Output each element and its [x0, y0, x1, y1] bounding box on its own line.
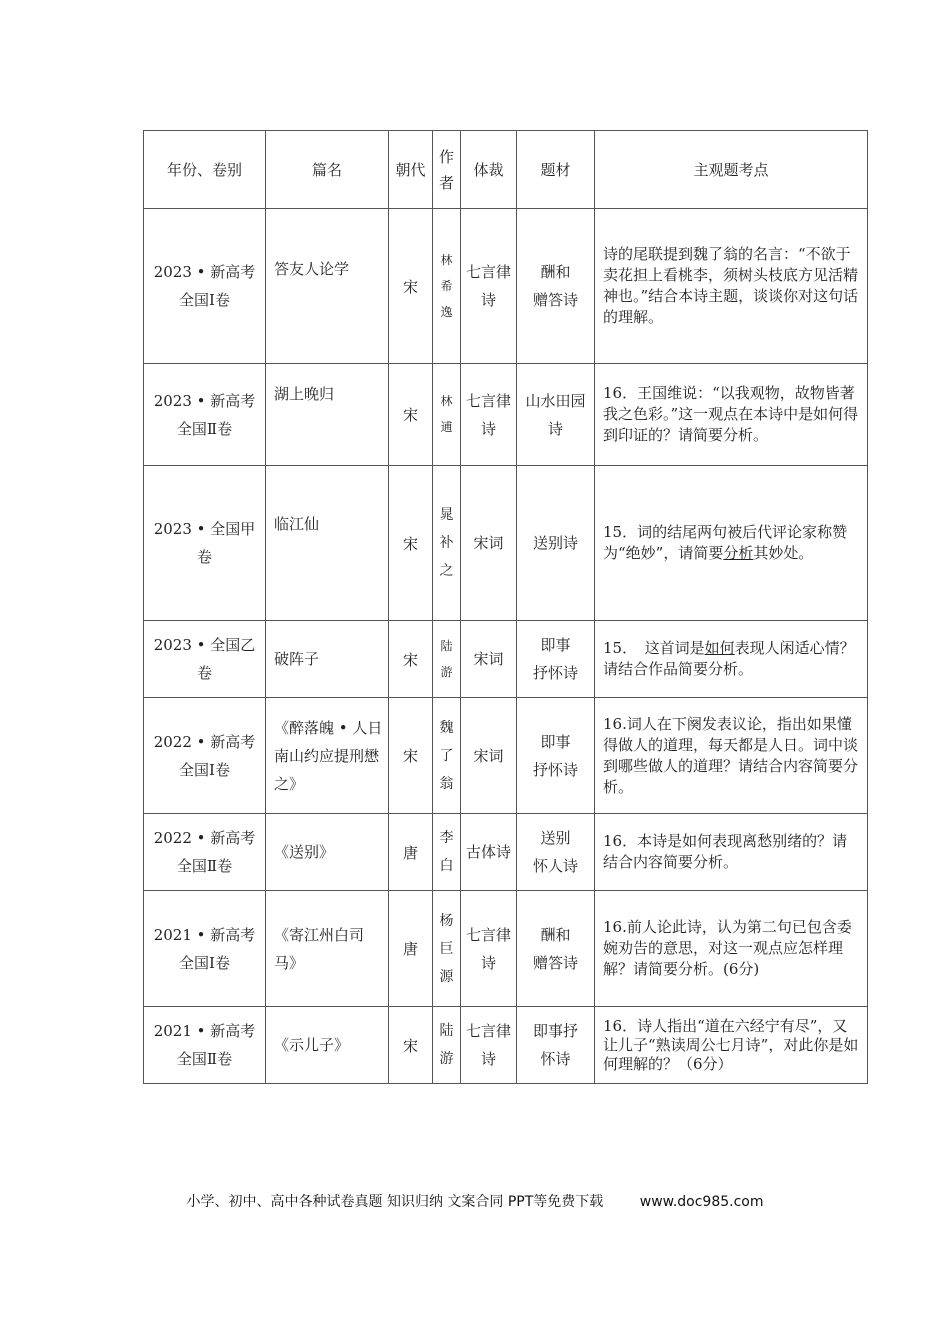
table-row: [144, 814, 868, 891]
cell-year: 2022 • 新高考 全国Ⅰ卷: [144, 698, 266, 814]
footer-url[interactable]: www.doc985.com: [639, 1194, 764, 1210]
footer-text: 小学、初中、高中各种试卷真题 知识归纳 文案合同 PPT等免费下载: [186, 1194, 604, 1210]
cell-author: 陆游: [433, 1007, 461, 1084]
cell-genre: 宋词: [461, 466, 517, 621]
cell-title: 临江仙: [266, 466, 389, 621]
cell-question: 16.前人论此诗，认为第二句已包含委婉劝告的意思，对这一观点应怎样理解？请简要分析。(6分): [595, 891, 868, 1007]
cell-theme: 即事抒 怀诗: [517, 1007, 595, 1084]
header-dynasty: 朝代: [389, 131, 433, 209]
cell-author: 魏了翁: [433, 698, 461, 814]
cell-author: 李白: [433, 814, 461, 891]
cell-dynasty: 宋: [389, 1007, 433, 1084]
cell-year: 2023 • 全国乙卷: [144, 621, 266, 698]
cell-year: 2023 • 全国甲卷: [144, 466, 266, 621]
cell-question: 诗的尾联提到魏了翁的名言：“不欲于卖花担上看桃李，须树头枝底方见活精神也。”结合本诗主题，谈谈你对这句话的理解。: [595, 209, 868, 364]
cell-genre: 宋词: [461, 698, 517, 814]
cell-theme: 送别 怀人诗: [517, 814, 595, 891]
cell-genre: 七言律 诗: [461, 209, 517, 364]
cell-genre: 七言律 诗: [461, 364, 517, 466]
cell-title: 《送别》: [266, 814, 389, 891]
cell-title: 《示儿子》: [266, 1007, 389, 1084]
cell-question: 16．本诗是如何表现离愁别绪的？请结合内容简要分析。: [595, 814, 868, 891]
cell-year: 2023 • 新高考 全国Ⅱ卷: [144, 364, 266, 466]
cell-theme: 酬和 赠答诗: [517, 891, 595, 1007]
cell-author: 晁补之: [433, 466, 461, 621]
table-row: [144, 698, 868, 814]
cell-title: 答友人论学: [266, 209, 389, 364]
table-row: [144, 466, 868, 621]
cell-dynasty: 宋: [389, 698, 433, 814]
header-question: 主观题考点: [595, 131, 868, 209]
cell-genre: 古体诗: [461, 814, 517, 891]
cell-question: 15． 这首词是如何表现人闲适心情？请结合作品简要分析。: [595, 621, 868, 698]
cell-dynasty: 宋: [389, 466, 433, 621]
cell-question: 16．王国维说：“以我观物，故物皆著我之色彩。”这一观点在本诗中是如何得到印证的？请简要分析。: [595, 364, 868, 466]
table-row: [144, 621, 868, 698]
cell-year: 2023 • 新高考 全国Ⅰ卷: [144, 209, 266, 364]
cell-dynasty: 宋: [389, 621, 433, 698]
table-row: [144, 209, 868, 364]
cell-genre: 七言律 诗: [461, 1007, 517, 1084]
cell-author: 林逋: [433, 364, 461, 466]
page-footer: [0, 1191, 950, 1211]
cell-theme: 即事 抒怀诗: [517, 621, 595, 698]
header-author: 作者: [433, 131, 461, 209]
cell-author: 林希逸: [433, 209, 461, 364]
cell-year: 2022 • 新高考 全国Ⅱ卷: [144, 814, 266, 891]
table-row: [144, 364, 868, 466]
cell-question: 15．词的结尾两句被后代评论家称赞为“绝妙”，请简要分析其妙处。: [595, 466, 868, 621]
header-genre: 体裁: [461, 131, 517, 209]
cell-genre: 宋词: [461, 621, 517, 698]
table-header-row: [144, 131, 868, 209]
cell-year: 2021 • 新高考 全国Ⅰ卷: [144, 891, 266, 1007]
cell-theme: 即事 抒怀诗: [517, 698, 595, 814]
cell-dynasty: 唐: [389, 814, 433, 891]
table-row: [144, 891, 868, 1007]
header-theme: 题材: [517, 131, 595, 209]
cell-theme: 山水田园 诗: [517, 364, 595, 466]
cell-title: 《寄江州白司马》: [266, 891, 389, 1007]
header-title: 篇名: [266, 131, 389, 209]
cell-question: 16．诗人指出“道在六经宁有尽”，又让儿子“熟读周公七月诗”，对此你是如何理解的？（6分）: [595, 1007, 868, 1084]
cell-year: 2021 • 新高考 全国Ⅱ卷: [144, 1007, 266, 1084]
cell-question: 16.词人在下阕发表议论，指出如果懂得做人的道理，每天都是人日。词中谈到哪些做人的道理？请结合内容简要分析。: [595, 698, 868, 814]
cell-author: 陆游: [433, 621, 461, 698]
cell-title: 《醉落魄 • 人日南山约应提刑懋之》: [266, 698, 389, 814]
cell-title: 湖上晚归: [266, 364, 389, 466]
cell-genre: 七言律 诗: [461, 891, 517, 1007]
cell-title: 破阵子: [266, 621, 389, 698]
cell-theme: 送别诗: [517, 466, 595, 621]
cell-dynasty: 唐: [389, 891, 433, 1007]
exam-table: [143, 130, 868, 1084]
cell-dynasty: 宋: [389, 209, 433, 364]
cell-author: 杨巨源: [433, 891, 461, 1007]
table-row: [144, 1007, 868, 1084]
cell-theme: 酬和 赠答诗: [517, 209, 595, 364]
cell-dynasty: 宋: [389, 364, 433, 466]
header-year: 年份、卷别: [144, 131, 266, 209]
